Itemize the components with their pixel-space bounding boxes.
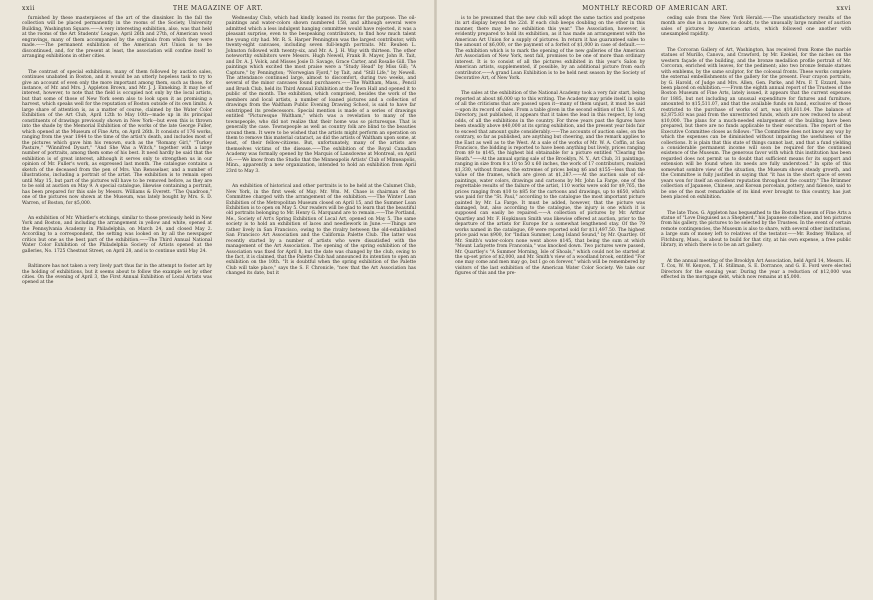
- right-page-header: [459, 5, 851, 15]
- paragraph: The late Thos. G. Appleton has bequeathed to the Boston Museum of Fine Arts a statue of "Love Disguised as a Shepherd," his Japanese collection, and ten pictures from his gallery, the pictures to be selected by the Trustees. In the event of certain remote contingencies, the Museum is also to share, with several other institutions, a large sum of money left to relatives of the testator.——Mr. Rodney Wallace, of Fitchburg, Mass., is about to build for that city, at his own expense, a free public library, in which there is to be an art gallery.: [661, 210, 851, 249]
- left-page-header: [22, 5, 414, 15]
- paragraph: The sales at the exhibition of the National Academy took a very fair start, being reported at about $6,000 up to this writing. The Academy may pride itself, in spite of all the criticisms that are passed upon it—many of them unjust, it must be said—upon its record of sales. From a table given in the second edition of the U. S. Art Directory, just published, it appears that it takes the lead in this respect, by long odds, of all the exhibitions in the country. For three years past the figures have been steadily above $40,000 at its spring exhibition, and the present year bids fair to exceed that amount quite considerably.——The accounts of auction sales, on the contrary, so far as published, are anything but cheering, and the remark applies to the East as well as to the West. At a sale of the works of Mr. W. A. Coffin, at San Francisco, the bidding is reported to have been anything but lively, prices ranging from $9 to $145, the highest bid obtainable for a picture entitled "Clearing the Heath."——At the annual spring sale of the Brooklyn, N. Y., Art Club, 31 paintings, ranging in size from 8 x 10 to 50 x 60 inches, the work of 17 contributors, realized $1,330, without frames, the extremes of prices being $6 and $155—less than the value of the frames, which are given at $1,287.——At the auction sale of oil-paintings, water colors, drawings and cartoons by Mr. John La Farge, one of the regrettable results of the failure of the artist, 110 works were sold for $9,765, the prices ranging from $10 to $85 for the cartoons and drawings, up to $650, which was paid for the "St. Paul," according to the catalogue the most important picture painted by Mr. La Farge. It must be added, however, that the picture was damaged, but, also according to the catalogue, the injury is one which it is supposed can easily be repaired.——A collection of pictures by Mr. Arthur Quartley and Mr. F. Hopkinson Smith was likewise offered at auction, prior to the departure of the artists for Europe for a somewhat lengthened stay. Of the 79 works named in the catalogue, 69 were reported sold for $11,497.50. The highest price paid was $900, for "Indian Summer, Long Island Sound," by Mr. Quartley. Of Mr. Smith's water-colors none went above $145, that being the sum at which "Mount Lafayette from Franconia," was knocked down. Two pictures were passed, Mr. Quartley's "A Summer Morning, Isle of Shoals," which could not be started at the up-set price of $2,000, and Mr. Smith's view of a woodland brook, entitled "For one may come and men may go, but I go on forever," which will be remembered by visitors of the last exhibition of the American Water Color Society. We take our figures of this and the pre-: [455, 91, 645, 277]
- paragraph: Wednesday Club, which had kindly loaned its rooms for the purpose. The oil-paintings and water-colors shown numbered 158, and although several were admitted which a less indulgent hanging committee would have rejected, it was a pleasant surprise, even to the bespeaking contributors, to find how much talent the young city had. Mr. R. S. Harper Pennington was the largest contributor, with twenty-eight canvases, including seven full-length portraits. Mr. Reuben L. Johnston followed with twenty-six, and Mr. A. J. H. Way with thirteen. The other noteworthy exhibitors were Messrs. Hugh Newell, Frank B. Mayer, John R. Tait, and Dr. A. J. Volck, and Misses Josie D. Savage, Grace Carter, and Rosalie Gill. The paintings which excited the most praise were a "Study Head" by Miss Gill; "A Capture," by Pennington; "Norwegian Fjord," by Tait, and "Still Life," by Newell. The attendance continued large, almost to discomfort, during two weeks, and several of the minor canvases found purchasers.——The Waltham, Mass., Pencil and Brush Club, held its Third Annual Exhibition at the Town Hall and opened it to public of the month. The exhibition, which comprised, besides the work of the members and local artists, a number of loaned pictures and a collection of drawings from the Waltham Public Evening Drawing School, is said to have far outstripped its predecessors. Special mention is made of a series of drawings entitled "Picturesque Waltham," which was a revelation to many of the townspeople, who did not realize that their home was so picturesque. That is generally the case. Townspeople as well as country folk are blind to the beauties around them. It were to be wished that the artists might perform an operation on them to remove this material cataract, as did the artists of Waltham upon some, at least, of their fellow-citizens. But, unfortunately, many of the artists are themselves victims of the disease.——The exhibition of the Royal Canadian Academy was formally opened by the Marquis of Lansdowne at Montreal, on April 16.——We know from the Studio that the Minneapolis Artists' Club of Minneapolis, Minn., apparently a new organization, intended to hold an exhibition from April 23rd to May 3.: [226, 16, 416, 174]
- paragraph: Baltimore has not taken a very lively part thus far in the attempt to foster art by the holding of exhibitions, but it seems about to follow the example set by other cities. On the evening of April 3, the First Annual Exhibition of Local Artists was opened at the: [22, 264, 212, 286]
- paragraph: ceding sale from the New York Herald.——The unsatisfactory results of the month are due in a measure, no doubt, to the unusually large number of auction sales of pictures by American artists, which followed one another with unexampled rapidity.: [661, 16, 851, 38]
- paragraph: is to be presumed that the new club will adopt the same tactics and postpone its art display beyond the 22d. If each club keeps doubling on the other in this manner, there may be no exhibition this year." The Association, however, is evidently prepared to hold its exhibition, as it has made an arrangement with the American Art Union for a supply of pictures. In return it has guaranteed sales to the amount of $6,000, or the payment of a forfeit of $1,000 in case of default.——The exhibition which is to mark the opening of the new galleries of the American Art Association of New York, next fall, promises to be one of more than ordinary interest. It is to consist of all the pictures exhibited in this year's Salon by American artists, supplemented, if possible, by an additional picture from each contributor.——A grand Loan Exhibition is to be held next season by the Society of Decorative Art, of New York.: [455, 16, 645, 81]
- paragraph: An exhibition of Mr. Whistler's etchings, similar to those previously held in New York and Boston, and including the arrangement in yellow and white, opened at the Pennsylvania Academy in Philadelphia, on March 24, and closed May 2. According to a correspondent, the setting was looked on by all the newspaper critics but one as the best part of the exhibition.——The Third Annual National Water Color Exhibition of the Philadelphia Society of Artists opened at the galleries, No. 1725 Chestnut Street, on April 28, and is to continue until May 24.: [22, 215, 212, 254]
- right-page: [437, 0, 873, 600]
- right-page-number: xxvi: [836, 5, 851, 12]
- right-column-2: [661, 16, 851, 283]
- paragraph: The contrast of special exhibitions, many of them followed by auction sales, continues unabated in Boston, and it would be an utterly hopeless task to try to give an account of even only the more important among them, such as those, for instance, of Mr. and Mrs. J. Appleton Brown, and Mr. J. J. Enneking. It may be of interest, however, to note that the field is occupied not only by the local artists, but that some of those of New York seem also to look upon it as promising a harvest, which speaks well for the reputation of Boston outside of its own limits. A large share of attention is, as a matter of course, claimed by the Water Color Exhibition of the Art Club, April 12th to May 10th—made up in its principal constituents of drawings previously shown in New York—but even this is thrown into the shade by the Memorial Exhibition of the works of the late George Fuller, which opened at the Museum of Fine Arts, on April 26th. It consists of 176 works, ranging from the year 1844 to the time of the artist's death, and includes most of the pictures which gave him his renown, such as the "Romany Girl," "Turkey Pasture," "Winnifred Dysart," "And She Was a Witch," together with a large number of portraits, among them some of his best. It need hardly be said that the exhibition is of great interest, although it serves only to strengthen us in our opinion of Mr. Fuller's work, as expressed last month. The catalogue contains a sketch of the deceased from the pen of Mrs. Van Rensselaer, and a number of illustrations, including a portrait of the artist. The exhibition is to remain open until May 15, but part of the pictures will have to be removed before, as they are to be sold at auction on May 9. A special catalogue, likewise containing a portrait, has been prepared for this sale by Messrs. Williams & Everett. "The Quadroon," one of the pictures now shown at the Museum, was lately bought by Mrs. S. D. Warren, of Boston, for $5,000.: [22, 69, 212, 206]
- left-page-number: xxii: [22, 5, 36, 12]
- paragraph: An exhibition of historical and other portraits is to be held at the Calumet Club, New York, in the first week of May. Mr. Wm. M. Chase is chairman of the Committee charged with the arrangement of the exhibition.——The Winter Loan Exhibition of the Metropolitan Museum closed on April 15, and the Summer Loan Exhibition is to open on May 5. Our readers will be glad to learn that the beautiful old portraits belonging to Mr. Henry G. Marquand are to remain.——The Portland, Me., Society of Art's Spring Exhibition of Local Art, opened on May 5. The same society is to hold an exhibition of laces and needlework in June.——Things are rather lively in San Francisco, owing to the rivalry between the old-established San Francisco Art Association and the California Palette Club. The latter was recently started by a number of artists who were dissatisfied with the management of the Art Association. The opening of the spring exhibition of the Association was fixed for April 8, but the date was changed by the club, owing to the fact, it is claimed, that the Palette Club had announced its intention to open an exhibition on the 10th. "It is doubtful when the spring exhibition of the Palette Club will take place," says the S. F. Chronicle, "now that the Art Association has changed its date, but it: [226, 184, 416, 277]
- left-column-1: [22, 16, 212, 289]
- left-page: [0, 0, 436, 600]
- paragraph: At the annual meeting of the Brooklyn Art Association, held April 14, Messrs. H. T. Cox, W. W. Kenyon, T. H. Stillman, S. E. Dorrance, and G. E. Ford were elected Directors for the ensuing year. During the year a reduction of $12,000 was effected in the mortgage debt, which now remains at $5,000.: [661, 258, 851, 281]
- paragraph: furnished by these masterpieces of the art of the dinsinker. In the fall the collection will be placed permanently in the rooms of the Society, University Building, Washington Square.——A very interesting exhibition, also, was that held at the rooms of the Art Students' League, April 26th and 27th, of American wood engravings, many of them accompanied by the originals from which they were made.——The permanent exhibition of the American Art Union is to be discontinued, and, for the present at least, the association will confine itself to arranging exhibitions in other cities.: [22, 16, 212, 60]
- right-running-head: MONTHLY RECORD OF AMERICAN ART.: [582, 5, 728, 12]
- left-running-head: THE MAGAZINE OF ART.: [173, 5, 263, 12]
- left-column-2: [226, 16, 416, 280]
- paragraph: The Corcoran Gallery of Art, Washington, has received from Rome the marble statues of Murillo, Canova, and Crawford, by Mr. Ezekiel, for the niches on the western façade of the building, and the bronze medallion profile portrait of Mr. Corcoran, enriched with leaves, for the pediment; also two bronze female statues with emblems, by the same sculptor, for the colossal fronts. These works complete the external embellishments of the gallery for the present. Four crayon portraits, by G. Harold, of Judge and Mrs. Allen, Gen. Parke, and Mrs. F. T. Ezzard, have been placed on exhibition.——From the eighth annual report of the Trustees of the Boston Museum of Fine Arts, lately issued, it appears that the current expenses for 1885, but not including an unusual expenditure for fixtures and furniture, amounted to $15,511.07, and that the available funds on hand, exclusive of those restricted to the purchase of works of art, was $10,611.04. The balance of $2,875.83 was paid from the unrestricted funds, which are now reduced to about $10,000. The plans for a much-needed enlargement of the building have been prepared, but there are no funds applicable to their execution. The report of the Executive Committee closes as follows: "The Committee does not know any way by which the expenses can be diminished without impairing the usefulness of the collections. It is plain that this state of things cannot last, and that a fund yielding a considerable permanent income will soon be required for the continued existence of the Museum. The generous favor with which this institution has been regarded does not permit us to doubt that sufficient means for its support and extension will be found when its needs are fully understood." In spite of this somewhat sombre view of the situation, the Museum shows steady growth, and the Committee is fully justified in saying that "it has in the short space of seven years won for itself an excellent reputation throughout the country." The Brimmer collection of Japanese, Chinese, and Korean porcelain, pottery, and faïence, said to be one of the most remarkable of its kind ever brought to this country, has just been placed on exhibition.: [661, 47, 851, 201]
- right-column-1: [455, 16, 645, 280]
